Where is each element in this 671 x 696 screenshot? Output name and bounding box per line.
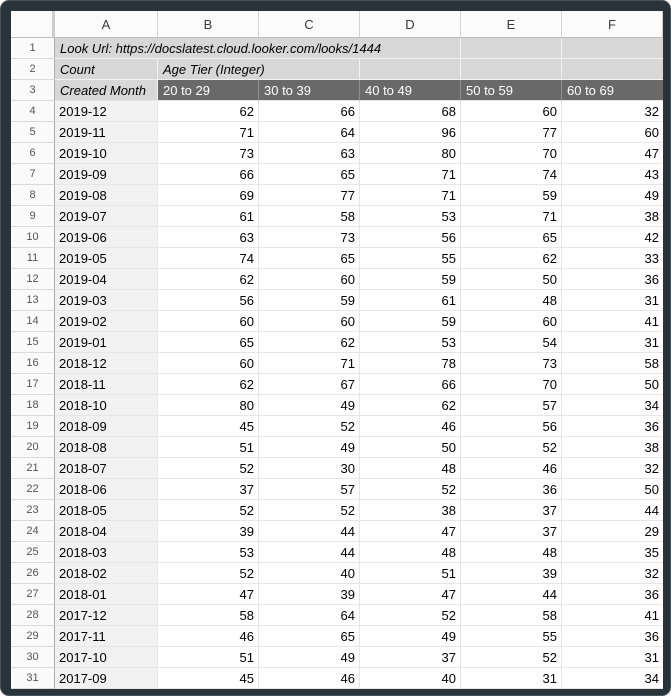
sheet-row (11, 437, 663, 458)
sheet-row (11, 311, 663, 332)
column-header-C[interactable]: C (259, 11, 360, 38)
row-number[interactable]: 25 (11, 542, 55, 563)
cell-count-value[interactable]: 69 (158, 185, 259, 206)
cell-count-value[interactable]: 56 (461, 416, 562, 437)
cell-count-value[interactable]: 52 (158, 563, 259, 584)
row-number[interactable]: 6 (11, 143, 55, 164)
sheet-row (11, 521, 663, 542)
cell-count-value[interactable]: 52 (259, 500, 360, 521)
cell-count-value[interactable]: 48 (461, 542, 562, 563)
cell-created-month[interactable]: 2018-07 (55, 458, 158, 479)
cell-count-value[interactable]: 52 (259, 416, 360, 437)
cell-count-value[interactable]: 66 (360, 374, 461, 395)
cell-count-value[interactable]: 49 (259, 647, 360, 668)
sheet-row (11, 122, 663, 143)
cell-tier-20-29[interactable]: 20 to 29 (158, 80, 259, 101)
cell-tier-40-49[interactable]: 40 to 49 (360, 80, 461, 101)
cell-count-value[interactable]: 59 (360, 269, 461, 290)
cell-count-value[interactable]: 31 (562, 332, 663, 353)
row-number[interactable]: 30 (11, 647, 55, 668)
sheet-row (11, 290, 663, 311)
cell-empty[interactable] (562, 38, 663, 59)
cell-count-value[interactable]: 52 (158, 500, 259, 521)
cell-count-value[interactable]: 80 (158, 395, 259, 416)
sheet-row (11, 563, 663, 584)
sheet-row (11, 668, 663, 689)
cell-count-value[interactable]: 62 (158, 374, 259, 395)
count-label: Count (60, 61, 95, 77)
cell-count-value[interactable]: 66 (158, 164, 259, 185)
cell-empty[interactable] (360, 59, 461, 80)
cell-count-value[interactable]: 77 (259, 185, 360, 206)
cell-count-value[interactable]: 46 (259, 668, 360, 689)
cell-created-month[interactable]: 2019-07 (55, 206, 158, 227)
cell-tier-50-59[interactable]: 50 to 59 (461, 80, 562, 101)
sheet-row-pivot-header (11, 80, 663, 101)
sheet-row-look-url (11, 38, 663, 59)
cell-count-value[interactable]: 44 (259, 542, 360, 563)
row-number[interactable]: 28 (11, 605, 55, 626)
spreadsheet (11, 11, 663, 689)
cell-count-value[interactable]: 73 (259, 227, 360, 248)
cell-count-value[interactable]: 68 (360, 101, 461, 122)
sheet-row (11, 374, 663, 395)
cell-created-month[interactable]: 2018-09 (55, 416, 158, 437)
cell-created-month[interactable]: 2018-01 (55, 584, 158, 605)
row-number[interactable]: 14 (11, 311, 55, 332)
cell-count-value[interactable]: 37 (461, 521, 562, 542)
row-number[interactable]: 21 (11, 458, 55, 479)
cell-created-month[interactable]: 2018-04 (55, 521, 158, 542)
row-number[interactable]: 10 (11, 227, 55, 248)
cell-count-value[interactable]: 51 (158, 647, 259, 668)
cell-count-value[interactable]: 53 (360, 206, 461, 227)
column-header-B[interactable]: B (158, 11, 259, 38)
cell-count-value[interactable]: 33 (562, 248, 663, 269)
cell-count-value[interactable]: 70 (461, 143, 562, 164)
cell-created-month[interactable]: 2018-08 (55, 437, 158, 458)
cell-count-value[interactable]: 36 (562, 269, 663, 290)
cell-count-value[interactable]: 57 (461, 395, 562, 416)
cell-count-value[interactable]: 41 (562, 311, 663, 332)
cell-count-value[interactable]: 39 (461, 563, 562, 584)
cell-count-value[interactable]: 67 (259, 374, 360, 395)
cell-created-month-label[interactable]: Created Month (55, 80, 158, 101)
cell-created-month[interactable]: 2019-12 (55, 101, 158, 122)
row-number[interactable]: 29 (11, 626, 55, 647)
cell-count-value[interactable]: 30 (259, 458, 360, 479)
cell-count-value[interactable]: 50 (461, 269, 562, 290)
cell-created-month[interactable]: 2018-12 (55, 353, 158, 374)
cell-count-value[interactable]: 38 (562, 437, 663, 458)
cell-created-month[interactable]: 2019-03 (55, 290, 158, 311)
cell-count-value[interactable]: 37 (461, 500, 562, 521)
row-number[interactable]: 1 (11, 38, 55, 59)
cell-count-value[interactable]: 73 (461, 353, 562, 374)
cell-created-month[interactable]: 2017-09 (55, 668, 158, 689)
sheet-row (11, 416, 663, 437)
cell-created-month[interactable]: 2019-06 (55, 227, 158, 248)
cell-count-value[interactable]: 38 (360, 500, 461, 521)
cell-count-value[interactable]: 53 (158, 542, 259, 563)
sheet-row (11, 458, 663, 479)
cell-empty[interactable] (461, 38, 562, 59)
sheet-row (11, 227, 663, 248)
cell-created-month[interactable]: 2018-06 (55, 479, 158, 500)
cell-count-value[interactable]: 58 (158, 605, 259, 626)
cell-count-value[interactable]: 56 (360, 227, 461, 248)
sheet-row (11, 185, 663, 206)
cell-count-value[interactable]: 55 (461, 626, 562, 647)
cell-look-url[interactable] (55, 38, 382, 59)
row-number[interactable]: 13 (11, 290, 55, 311)
cell-created-month[interactable]: 2017-11 (55, 626, 158, 647)
cell-count-value[interactable]: 51 (158, 437, 259, 458)
cell-count-value[interactable]: 70 (461, 374, 562, 395)
sheet-row (11, 647, 663, 668)
cell-empty[interactable] (259, 59, 360, 80)
grid-body (11, 101, 663, 689)
cell-count-value[interactable]: 46 (360, 416, 461, 437)
row-number[interactable]: 20 (11, 437, 55, 458)
cell-count-value[interactable]: 36 (562, 584, 663, 605)
cell-count-value[interactable]: 96 (360, 122, 461, 143)
cell-count-value[interactable]: 65 (259, 164, 360, 185)
cell-count-value[interactable]: 49 (259, 395, 360, 416)
cell-created-month[interactable]: 2017-12 (55, 605, 158, 626)
cell-count-value[interactable]: 74 (158, 248, 259, 269)
cell-count-value[interactable]: 34 (562, 668, 663, 689)
cell-count-value[interactable]: 47 (360, 521, 461, 542)
column-header-D[interactable]: D (360, 11, 461, 38)
row-number[interactable]: 26 (11, 563, 55, 584)
row-number[interactable]: 2 (11, 59, 55, 80)
cell-count-value[interactable]: 47 (562, 143, 663, 164)
cell-count-value[interactable]: 35 (562, 542, 663, 563)
cell-count-value[interactable]: 60 (562, 122, 663, 143)
cell-count-value[interactable]: 60 (461, 311, 562, 332)
cell-created-month[interactable]: 2019-02 (55, 311, 158, 332)
row-number[interactable]: 19 (11, 416, 55, 437)
cell-count-value[interactable]: 77 (461, 122, 562, 143)
cell-count-value[interactable]: 73 (158, 143, 259, 164)
cell-created-month[interactable]: 2019-09 (55, 164, 158, 185)
cell-created-month[interactable]: 2018-05 (55, 500, 158, 521)
sheet-row (11, 584, 663, 605)
cell-tier-60-69[interactable]: 60 to 69 (562, 80, 663, 101)
row-number[interactable]: 27 (11, 584, 55, 605)
sheet-row (11, 332, 663, 353)
cell-count-value[interactable]: 43 (562, 164, 663, 185)
cell-count-value[interactable]: 61 (360, 290, 461, 311)
row-number[interactable]: 16 (11, 353, 55, 374)
sheet-row (11, 542, 663, 563)
row-number[interactable]: 5 (11, 122, 55, 143)
column-header-E[interactable]: E (461, 11, 562, 38)
cell-count-value[interactable]: 44 (461, 584, 562, 605)
cell-count-value[interactable]: 65 (158, 332, 259, 353)
cell-created-month[interactable]: 2018-10 (55, 395, 158, 416)
cell-count-value[interactable]: 71 (259, 353, 360, 374)
sheet-row (11, 395, 663, 416)
cell-age-tier-label[interactable] (158, 59, 265, 80)
cell-count-value[interactable]: 48 (360, 458, 461, 479)
cell-count-value[interactable]: 49 (562, 185, 663, 206)
row-number[interactable]: 24 (11, 521, 55, 542)
cell-count-value[interactable]: 47 (158, 584, 259, 605)
column-header-A[interactable]: A (55, 11, 158, 38)
cell-created-month[interactable]: 2018-03 (55, 542, 158, 563)
cell-count-value[interactable]: 48 (360, 542, 461, 563)
cell-count-value[interactable]: 62 (360, 395, 461, 416)
sheet-row (11, 143, 663, 164)
cell-count-value[interactable]: 59 (360, 311, 461, 332)
cell-count-value[interactable]: 62 (158, 101, 259, 122)
look-url-text: Look Url: https://docslatest.cloud.looker.com/looks/1444 (60, 40, 382, 56)
cell-count-value[interactable]: 59 (461, 185, 562, 206)
cell-count-value[interactable]: 52 (158, 458, 259, 479)
cell-count-value[interactable]: 59 (259, 290, 360, 311)
cell-empty[interactable] (562, 59, 663, 80)
cell-count-value[interactable]: 37 (360, 647, 461, 668)
cell-count-value[interactable]: 34 (562, 395, 663, 416)
cell-created-month[interactable]: 2018-02 (55, 563, 158, 584)
cell-count-value[interactable]: 60 (461, 101, 562, 122)
cell-count-value[interactable]: 60 (259, 269, 360, 290)
cell-count-value[interactable]: 50 (360, 437, 461, 458)
cell-count-value[interactable]: 65 (259, 626, 360, 647)
sheet-row (11, 269, 663, 290)
cell-count-value[interactable]: 45 (158, 668, 259, 689)
row-number[interactable]: 17 (11, 374, 55, 395)
row-number[interactable]: 15 (11, 332, 55, 353)
sheet-row (11, 248, 663, 269)
row-number[interactable]: 7 (11, 164, 55, 185)
cell-count-value[interactable]: 62 (158, 269, 259, 290)
cell-count-value[interactable]: 63 (158, 227, 259, 248)
cell-count-value[interactable]: 31 (562, 290, 663, 311)
sheet-row (11, 353, 663, 374)
row-number[interactable]: 23 (11, 500, 55, 521)
column-header-row (11, 11, 663, 38)
cell-count-value[interactable]: 32 (562, 458, 663, 479)
cell-count-value[interactable]: 39 (158, 521, 259, 542)
cell-empty[interactable] (461, 59, 562, 80)
sheet-row (11, 479, 663, 500)
cell-count-value[interactable]: 49 (360, 626, 461, 647)
column-header-F[interactable]: F (562, 11, 663, 38)
cell-count-value[interactable]: 41 (562, 605, 663, 626)
cell-created-month[interactable]: 2019-10 (55, 143, 158, 164)
cell-count-value[interactable]: 71 (360, 164, 461, 185)
cell-count-value[interactable]: 36 (562, 626, 663, 647)
sheet-row (11, 164, 663, 185)
row-number[interactable]: 9 (11, 206, 55, 227)
row-number[interactable]: 31 (11, 668, 55, 689)
cell-count-value[interactable]: 80 (360, 143, 461, 164)
cell-count-value[interactable]: 48 (461, 290, 562, 311)
cell-count-value[interactable]: 38 (562, 206, 663, 227)
cell-count-value[interactable]: 54 (461, 332, 562, 353)
row-number[interactable]: 22 (11, 479, 55, 500)
cell-count-value[interactable]: 57 (259, 479, 360, 500)
age-tier-label: Age Tier (Integer) (163, 61, 265, 77)
cell-count-value[interactable]: 58 (461, 605, 562, 626)
cell-count-value[interactable]: 71 (360, 185, 461, 206)
cell-count-value[interactable]: 31 (461, 668, 562, 689)
cell-created-month[interactable]: 2019-11 (55, 122, 158, 143)
cell-count-value[interactable]: 40 (259, 563, 360, 584)
cell-count-value[interactable]: 29 (562, 521, 663, 542)
cell-count-value[interactable]: 56 (158, 290, 259, 311)
cell-count-value[interactable]: 36 (562, 416, 663, 437)
cell-count-value[interactable]: 45 (158, 416, 259, 437)
cell-count-value[interactable]: 62 (259, 332, 360, 353)
cell-count-value[interactable]: 71 (461, 206, 562, 227)
sheet-row (11, 626, 663, 647)
cell-count-value[interactable]: 53 (360, 332, 461, 353)
sheet-row (11, 206, 663, 227)
sheet-row (11, 101, 663, 122)
cell-count-value[interactable]: 31 (562, 647, 663, 668)
cell-created-month[interactable]: 2019-01 (55, 332, 158, 353)
cell-count-value[interactable]: 62 (461, 248, 562, 269)
cell-count-value[interactable]: 50 (562, 374, 663, 395)
cell-count-value[interactable]: 42 (562, 227, 663, 248)
row-number[interactable]: 18 (11, 395, 55, 416)
sheet-row (11, 605, 663, 626)
cell-count-value[interactable]: 65 (461, 227, 562, 248)
cell-count-value[interactable]: 52 (461, 437, 562, 458)
cell-count-value[interactable]: 63 (259, 143, 360, 164)
cell-count-value[interactable]: 36 (461, 479, 562, 500)
row-number[interactable]: 11 (11, 248, 55, 269)
cell-created-month[interactable]: 2019-08 (55, 185, 158, 206)
cell-count-value[interactable]: 32 (562, 101, 663, 122)
row-number[interactable]: 4 (11, 101, 55, 122)
cell-count-value[interactable]: 46 (461, 458, 562, 479)
cell-count-value[interactable]: 40 (360, 668, 461, 689)
cell-count-value[interactable]: 47 (360, 584, 461, 605)
cell-count-value[interactable]: 32 (562, 563, 663, 584)
cell-count-value[interactable]: 51 (360, 563, 461, 584)
cell-count-value[interactable]: 60 (158, 353, 259, 374)
cell-count-value[interactable]: 58 (562, 353, 663, 374)
cell-count-value[interactable]: 39 (259, 584, 360, 605)
select-all-corner[interactable] (11, 11, 55, 38)
cell-created-month[interactable]: 2017-10 (55, 647, 158, 668)
cell-count-value[interactable]: 44 (259, 521, 360, 542)
cell-count-value[interactable]: 37 (158, 479, 259, 500)
cell-count-value[interactable]: 66 (259, 101, 360, 122)
cell-count-value[interactable]: 71 (158, 122, 259, 143)
cell-created-month[interactable]: 2019-05 (55, 248, 158, 269)
cell-count-value[interactable]: 74 (461, 164, 562, 185)
cell-count-value[interactable]: 61 (158, 206, 259, 227)
cell-count-value[interactable]: 78 (360, 353, 461, 374)
row-number[interactable]: 3 (11, 80, 55, 101)
cell-count-value[interactable]: 46 (158, 626, 259, 647)
cell-count-value[interactable]: 52 (360, 479, 461, 500)
sheet-row-measure (11, 59, 663, 80)
cell-count-value[interactable]: 60 (158, 311, 259, 332)
cell-count-value[interactable]: 64 (259, 605, 360, 626)
sheet-row (11, 500, 663, 521)
row-number[interactable]: 12 (11, 269, 55, 290)
row-number[interactable]: 8 (11, 185, 55, 206)
cell-tier-30-39[interactable]: 30 to 39 (259, 80, 360, 101)
cell-count-value[interactable]: 50 (562, 479, 663, 500)
cell-count-value[interactable]: 44 (562, 500, 663, 521)
cell-count-value[interactable]: 64 (259, 122, 360, 143)
cell-created-month[interactable]: 2018-11 (55, 374, 158, 395)
cell-count-value[interactable]: 52 (461, 647, 562, 668)
cell-count-value[interactable]: 52 (360, 605, 461, 626)
cell-count-value[interactable]: 55 (360, 248, 461, 269)
cell-count-label[interactable] (55, 59, 158, 80)
cell-count-value[interactable]: 60 (259, 311, 360, 332)
cell-count-value[interactable]: 49 (259, 437, 360, 458)
cell-count-value[interactable]: 65 (259, 248, 360, 269)
cell-count-value[interactable]: 58 (259, 206, 360, 227)
cell-created-month[interactable]: 2019-04 (55, 269, 158, 290)
